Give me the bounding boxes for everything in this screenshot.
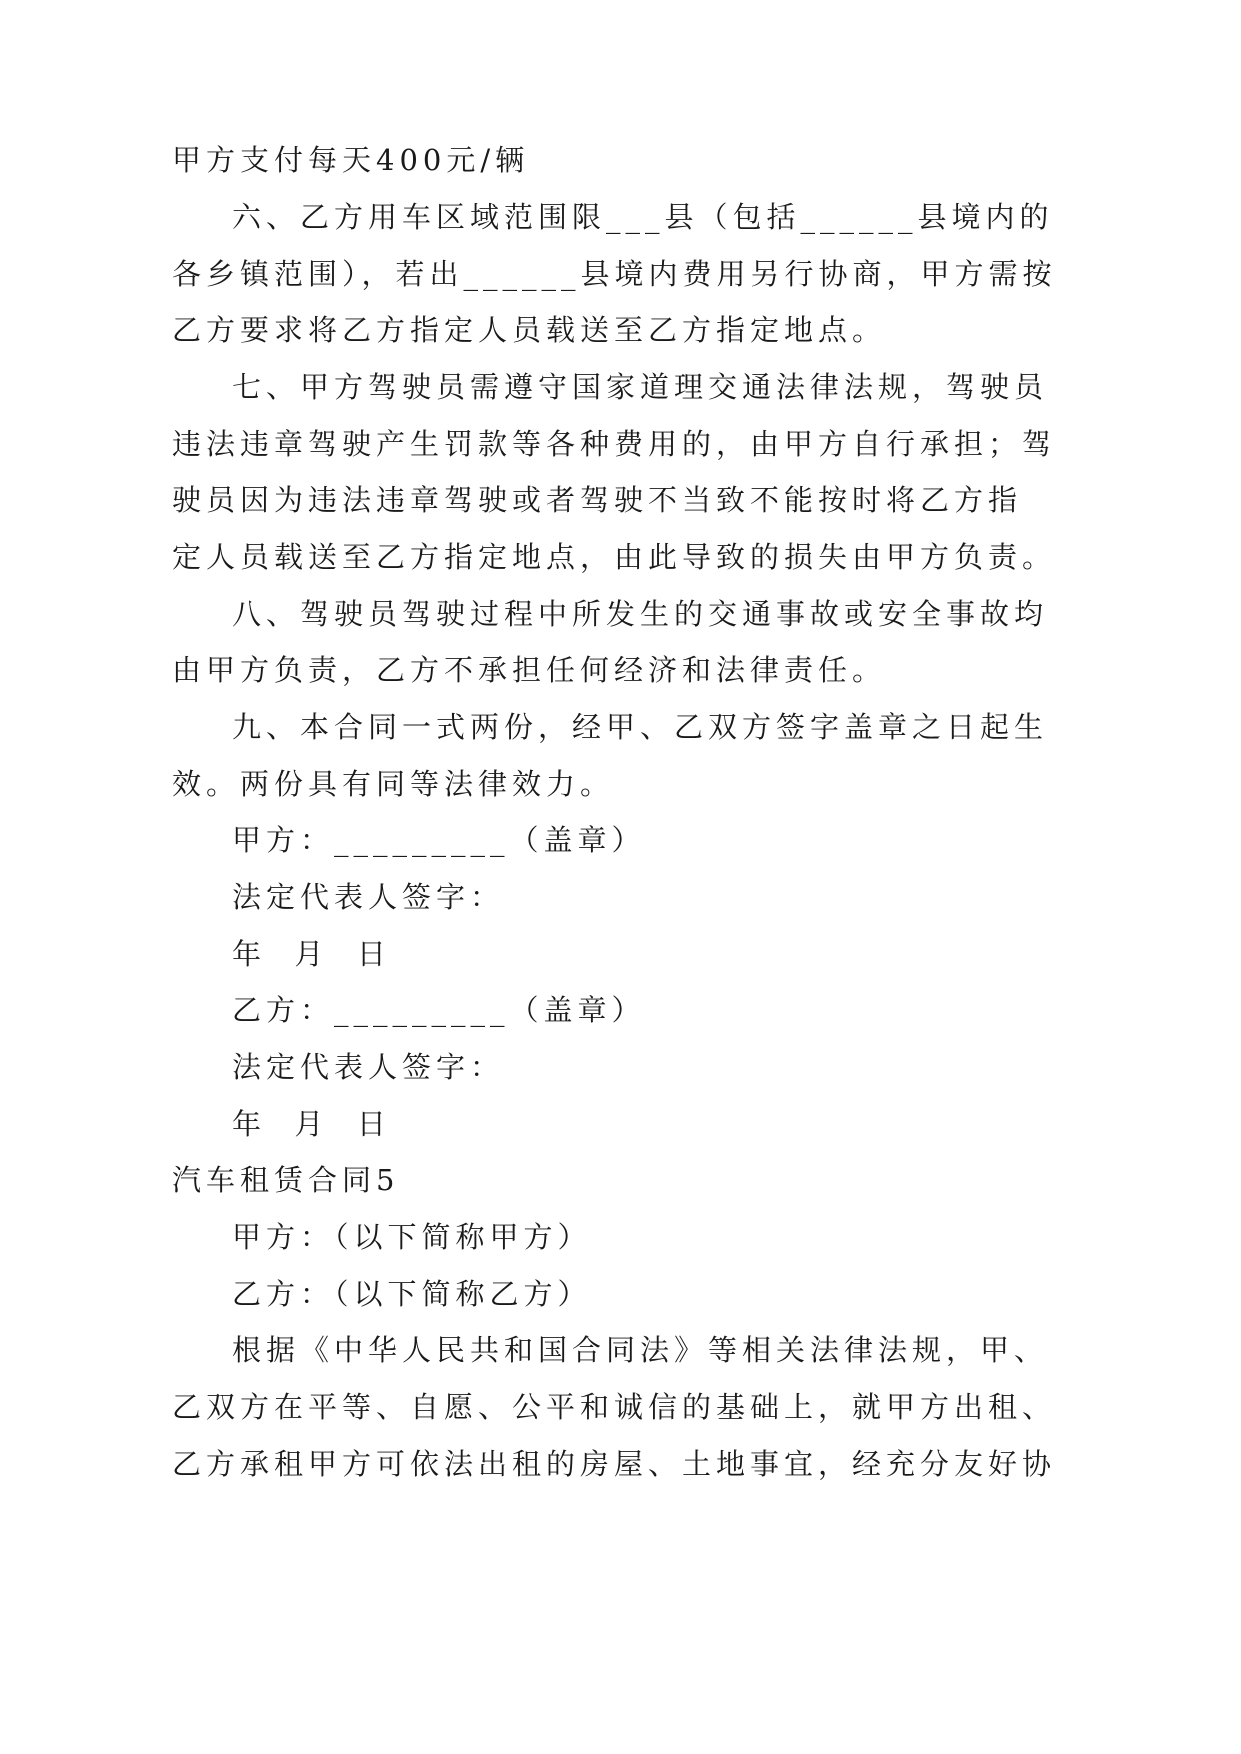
signature-party-b: 乙方：_________（盖章）: [232, 993, 646, 1027]
text-line: 各乡镇范围），若出______县境内费用另行协商，甲方需按: [172, 257, 1057, 291]
text-line: 效。两份具有同等法律效力。: [172, 767, 615, 801]
text-line: 乙方承租甲方可依法出租的房屋、土地事宜，经充分友好协: [172, 1447, 1057, 1481]
text-line: 乙方：（以下简称乙方）: [232, 1277, 592, 1311]
signature-rep-b: 法定代表人签字：: [232, 1050, 505, 1084]
signature-date-a: 年 月 日: [232, 937, 391, 971]
contract-heading: 汽车租赁合同5: [172, 1163, 400, 1197]
text-line: 八、驾驶员驾驶过程中所发生的交通事故或安全事故均: [232, 597, 1049, 631]
signature-party-a: 甲方：_________（盖章）: [232, 823, 646, 857]
text-line: 由甲方负责，乙方不承担任何经济和法律责任。: [172, 653, 887, 687]
text-line: 违法违章驾驶产生罚款等各种费用的，由甲方自行承担；驾: [172, 427, 1057, 461]
text-line: 甲方：（以下简称甲方）: [232, 1220, 592, 1254]
text-line: 根据《中华人民共和国合同法》等相关法律法规，甲、: [232, 1333, 1049, 1367]
text-line: 乙双方在平等、自愿、公平和诚信的基础上，就甲方出租、: [172, 1390, 1057, 1424]
text-line: 六、乙方用车区域范围限___县（包括______县境内的: [232, 200, 1054, 234]
signature-rep-a: 法定代表人签字：: [232, 880, 505, 914]
text-line: 九、本合同一式两份，经甲、乙双方签字盖章之日起生: [232, 710, 1049, 744]
text-line: 七、甲方驾驶员需遵守国家道理交通法律法规，驾驶员: [232, 370, 1049, 404]
signature-date-b: 年 月 日: [232, 1107, 391, 1141]
text-line: 乙方要求将乙方指定人员载送至乙方指定地点。: [172, 313, 887, 347]
text-line: 甲方支付每天400元/辆: [172, 143, 530, 177]
text-line: 定人员载送至乙方指定地点，由此导致的损失由甲方负责。: [172, 540, 1057, 574]
text-line: 驶员因为违法违章驾驶或者驾驶不当致不能按时将乙方指: [172, 483, 1023, 517]
